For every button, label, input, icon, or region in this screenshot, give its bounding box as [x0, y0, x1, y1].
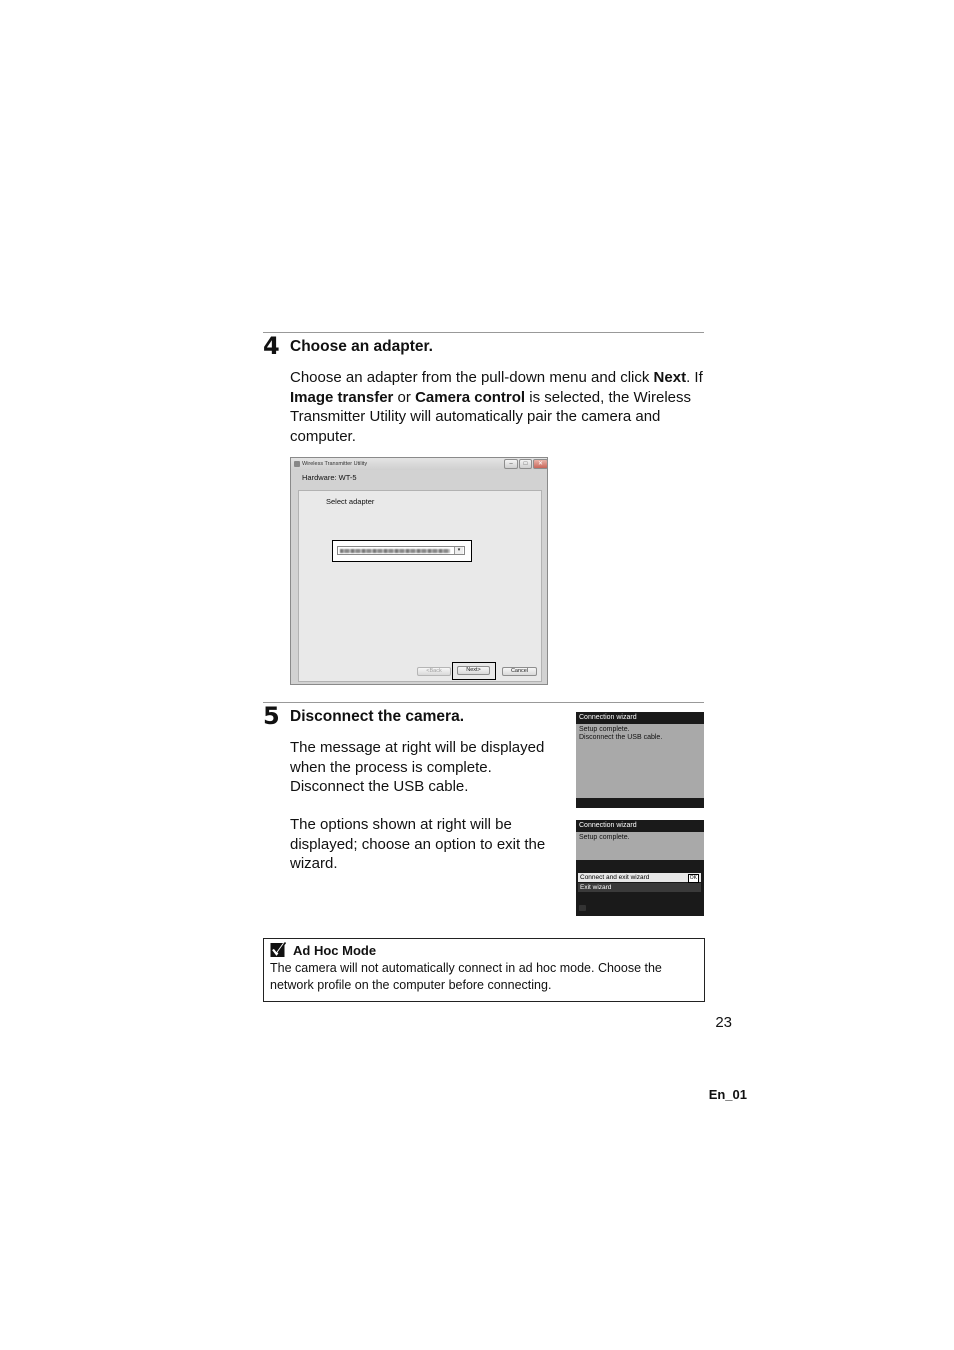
back-button[interactable]: <Back	[417, 667, 451, 676]
step4-title: Choose an adapter.	[290, 338, 433, 355]
lcd-header: Connection wizard	[576, 712, 704, 724]
camera-lcd-exit-options	[576, 820, 704, 916]
step5-paragraph-1: The message at right will be displayed when the process is complete. Disconnect the USB cable.	[290, 739, 545, 795]
lcd-message-line-2: Disconnect the USB cable.	[579, 734, 663, 741]
checkmark-icon	[270, 942, 286, 958]
connect-and-exit-wizard-option[interactable]	[578, 873, 701, 882]
step5-title: Disconnect the camera.	[290, 708, 465, 725]
chevron-down-icon[interactable]: ▾	[454, 547, 463, 554]
adapter-dropdown-value-blurred	[340, 549, 450, 553]
step4-body-text-3: or	[393, 388, 416, 406]
lcd-help-icon	[579, 905, 586, 911]
step4-body	[290, 368, 710, 446]
dialog-panel	[298, 490, 542, 682]
next-term: Next	[653, 369, 687, 386]
lcd-footer-bar	[576, 798, 704, 808]
dialog-title: Wireless Transmitter Utility	[302, 461, 368, 467]
step4-body-text-4: is selected, the Wireless Transmitter Utility will automatically pair the camera and computer.	[290, 388, 692, 445]
maximize-icon[interactable]: □	[519, 459, 532, 469]
option-label: Connect and exit wizard	[580, 874, 650, 881]
ad-hoc-mode-note	[263, 938, 705, 1002]
minimize-icon[interactable]: –	[504, 459, 518, 469]
step4-body-text-2: . If	[686, 369, 703, 386]
hardware-label: Hardware: WT-5	[302, 473, 357, 482]
next-button[interactable]: Next>	[457, 666, 490, 675]
dialog-titlebar	[291, 458, 547, 470]
page-number: 23	[715, 1014, 732, 1031]
adapter-dialog-screenshot	[290, 457, 548, 685]
step4-number: 4	[263, 332, 280, 360]
note-body: The camera will not automatically connect in ad hoc mode. Choose the network profile on the computer before connecting.	[270, 961, 662, 992]
close-icon[interactable]: ✕	[533, 459, 548, 469]
adapter-dropdown-highlight	[332, 540, 472, 562]
adapter-dropdown[interactable]	[337, 546, 465, 555]
lcd-message-line-1: Setup complete.	[579, 834, 630, 841]
app-icon	[294, 461, 300, 467]
cancel-button[interactable]: Cancel	[502, 667, 537, 676]
lcd-menu-area	[576, 860, 704, 916]
camera-lcd-setup-complete	[576, 712, 704, 808]
image-transfer-term: Image transfer	[290, 388, 394, 406]
lcd-header: Connection wizard	[576, 820, 704, 832]
step4-rule	[263, 332, 704, 333]
camera-control-term: Camera control	[415, 388, 526, 406]
select-adapter-label: Select adapter	[326, 497, 375, 506]
exit-wizard-option[interactable]: Exit wizard	[578, 883, 701, 892]
footer-code: En_01	[708, 1087, 747, 1102]
step4-body-text-1: Choose an adapter from the pull-down menu and click	[290, 369, 654, 386]
step5-number: 5	[263, 702, 280, 730]
note-title: Ad Hoc Mode	[293, 943, 377, 958]
step5-rule	[263, 702, 704, 703]
next-button-highlight	[452, 662, 496, 680]
ok-badge: OK	[689, 875, 697, 881]
lcd-message-line-1: Setup complete.	[579, 726, 630, 733]
step5-paragraph-2: The options shown at right will be displayed; choose an option to exit the wizard.	[290, 816, 546, 872]
